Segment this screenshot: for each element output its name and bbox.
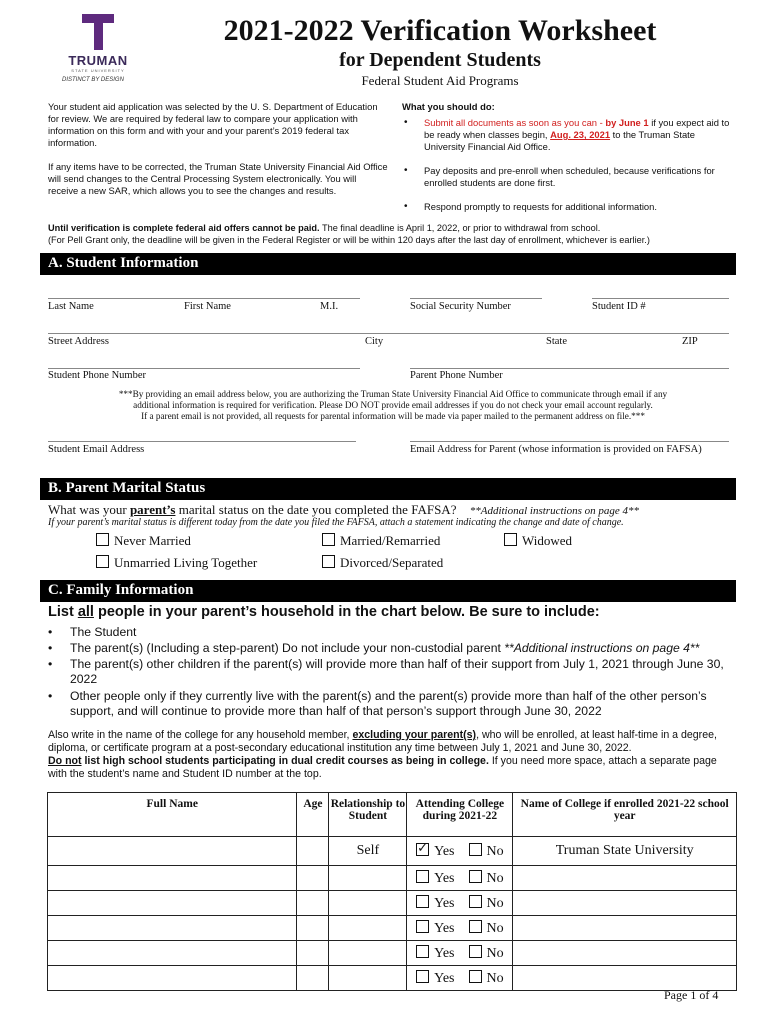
yes-label: Yes: [434, 843, 455, 859]
last-name-label: Last Name: [48, 301, 94, 312]
ssn-label: Social Security Number: [410, 301, 511, 312]
page-subtitle: for Dependent Students: [339, 49, 541, 71]
logo-tagline: DISTINCT BY DESIGN: [62, 77, 124, 83]
college-cell[interactable]: [513, 866, 737, 891]
wsd-item-1: [402, 117, 732, 153]
section-b-header: B. Parent Marital Status: [40, 478, 736, 500]
attending-cell: [407, 891, 513, 916]
wsd-item-2: • Pay deposits and pre-enroll when scheduled, because verifications for enrolled students are done first.: [402, 165, 732, 189]
attending-cell: [407, 916, 513, 941]
marital-question-b: parent’s: [129, 502, 176, 517]
college-cell[interactable]: [513, 941, 737, 966]
page-title: 2021-2022 Verification Worksheet: [223, 14, 657, 47]
option-label: Never Married: [114, 533, 191, 548]
relationship-cell[interactable]: [329, 941, 407, 966]
age-cell[interactable]: [297, 891, 329, 916]
student-email-label: Student Email Address: [48, 444, 145, 455]
relationship-cell[interactable]: [329, 866, 407, 891]
age-cell[interactable]: [297, 966, 329, 991]
no-label: No: [486, 970, 504, 986]
no-checkbox[interactable]: [469, 895, 482, 908]
no-label: No: [486, 920, 504, 936]
section-a-header: A. Student Information: [40, 253, 736, 275]
age-cell[interactable]: [297, 916, 329, 941]
no-checkbox[interactable]: [469, 920, 482, 933]
checkbox[interactable]: [96, 555, 109, 568]
include-item-4-text: Other people only if they currently live with the parent(s) and the parent(s) provide more than half of the other person’s support, and will continue to provide more than half of that person’s support through June 30, 2022: [70, 689, 707, 718]
deadline-note: [48, 222, 748, 246]
no-checkbox[interactable]: [469, 870, 482, 883]
first-name-label: First Name: [184, 301, 231, 312]
truman-logo: [58, 14, 138, 73]
college-cell[interactable]: [513, 966, 737, 991]
yes-label: Yes: [434, 970, 455, 986]
name-cell[interactable]: [48, 966, 297, 991]
college-cell[interactable]: Truman State University: [513, 837, 737, 866]
email-note-3: If a parent email is not provided, all requests for parental information will be made via paper mailed to the permanent address on file.***: [141, 411, 645, 421]
relationship-cell[interactable]: [329, 966, 407, 991]
no-label: No: [486, 895, 504, 911]
col-attending: Attending College during 2021-22: [407, 793, 513, 837]
intro-left: [48, 101, 388, 197]
col-full-name: Full Name: [48, 793, 297, 837]
mi-label: M.I.: [320, 301, 339, 312]
option-never-married[interactable]: [96, 533, 191, 549]
col-college-name: Name of College if enrolled 2021-22 school year: [513, 793, 737, 837]
intro-paragraph-2: If any items have to be corrected, the Truman State University Financial Aid Office will send changes to the Central Processing System electronically. You will receive a new SAR, which allows you to see the changes and results.: [48, 161, 388, 196]
no-label: No: [486, 945, 504, 961]
yes-checkbox[interactable]: [416, 970, 429, 983]
attending-cell: [407, 941, 513, 966]
yes-checkbox[interactable]: [416, 870, 429, 883]
state-label: State: [546, 336, 567, 347]
include-item-2: • The parent(s) (Including a step-parent) Do not include your non-custodial parent **Additional instructions on page 4**: [48, 641, 700, 655]
wsd-item-1-b: by June 1: [605, 117, 649, 128]
table-row: [48, 891, 737, 916]
table-row: [48, 866, 737, 891]
yes-checkbox[interactable]: [416, 945, 429, 958]
no-label: No: [486, 843, 504, 859]
relationship-cell[interactable]: [329, 891, 407, 916]
table-row: [48, 837, 737, 866]
col-age: Age: [297, 793, 329, 837]
yes-checkbox[interactable]: [416, 895, 429, 908]
logo-sub: STATE UNIVERSITY: [71, 68, 125, 73]
include-item-1-text: The Student: [70, 625, 137, 639]
family-list-heading: [48, 604, 600, 620]
no-checkbox[interactable]: [469, 970, 482, 983]
option-married-remarried[interactable]: [322, 533, 440, 549]
what-you-should-do: [402, 101, 732, 225]
wsd-item-1-a: Submit all documents as soon as you can -: [424, 117, 606, 128]
no-checkbox[interactable]: [469, 945, 482, 958]
page-subsubtitle: Federal Student Aid Programs: [361, 73, 519, 88]
deadline-bold: Until verification is complete federal aid offers cannot be paid.: [48, 223, 320, 233]
name-cell[interactable]: [48, 891, 297, 916]
family-table: [47, 792, 737, 991]
college-note-b: excluding your parent(s): [352, 729, 477, 741]
wsd-item-1-e: to the Truman State University Financial Aid Office.: [424, 129, 696, 152]
option-unmarried-living-together[interactable]: [96, 555, 257, 571]
zip-label: ZIP: [682, 336, 698, 347]
street-label: Street Address: [48, 336, 109, 347]
college-cell[interactable]: [513, 916, 737, 941]
table-row: [48, 916, 737, 941]
name-cell[interactable]: [48, 837, 297, 866]
marital-note: **Additional instructions on page 4**: [469, 505, 639, 517]
relationship-cell[interactable]: [329, 916, 407, 941]
parent-phone-label: Parent Phone Number: [410, 370, 503, 381]
yes-checkbox[interactable]: [416, 843, 429, 856]
page-number: Page 1 of 4: [664, 988, 719, 1002]
name-cell[interactable]: [48, 941, 297, 966]
marital-question-a: What was your: [48, 502, 130, 517]
include-item-3-text: The parent(s) other children if the parent(s) will provide more than half of their support from July 1, 2021 through June 30, 2022: [70, 657, 724, 686]
option-label: Unmarried Living Together: [114, 555, 258, 570]
attending-cell: [407, 966, 513, 991]
yes-label: Yes: [434, 945, 455, 961]
marital-italic-note: If your parent’s marital status is different today from the date you filed the FAFSA, attach a statement indicating the change and date of change.: [48, 517, 624, 528]
college-note-c: , who will be enrolled, at least half-time in a degree, diploma, or certificate program at a post-secondary educational institution any time between July 1, 2021 and June 30, 2022.: [48, 729, 717, 754]
parent-email-label: Email Address for Parent (whose information is provided on FAFSA): [410, 444, 702, 455]
checkbox[interactable]: [322, 555, 335, 568]
yes-label: Yes: [434, 920, 455, 936]
dual-credit-b: list high school students participating in dual credit courses as being in college.: [81, 755, 489, 767]
list-head-c: people in your parent’s household in the chart below. Be sure to include:: [93, 604, 600, 620]
attending-cell: [407, 837, 513, 866]
list-head-a: List: [48, 604, 78, 620]
age-cell[interactable]: [297, 941, 329, 966]
dual-credit-c: If you need more space, attach a separate page with the student’s name and Student ID number at the top.: [48, 755, 717, 780]
dual-credit-note: [48, 755, 738, 781]
deadline-rest: The final deadline is April 1, 2022, or prior to withdrawal from school.: [319, 223, 601, 233]
checkbox[interactable]: [504, 533, 517, 546]
option-label: Widowed: [522, 533, 573, 548]
logo-name: TRUMAN: [68, 53, 128, 68]
wsd-item-3: • Respond promptly to requests for additional information.: [402, 201, 732, 213]
name-cell[interactable]: [48, 916, 297, 941]
no-label: No: [486, 870, 504, 886]
city-label: City: [365, 336, 384, 347]
table-row: [48, 966, 737, 991]
email-note-1: ***By providing an email address below, you are authorizing the Truman State University Financial Aid Office to communicate through email if any: [118, 389, 668, 399]
college-cell[interactable]: [513, 891, 737, 916]
dual-credit-a: Do not: [48, 755, 82, 767]
yes-label: Yes: [434, 870, 455, 886]
wsd-item-1-c: if you expect aid to be ready when classes begin,: [424, 117, 730, 140]
student-phone-label: Student Phone Number: [48, 370, 146, 381]
email-note: [48, 389, 738, 422]
attending-cell: [407, 866, 513, 891]
relationship-cell[interactable]: Self: [329, 837, 407, 866]
col-relationship: Relationship to Student: [329, 793, 407, 837]
marital-question-c: marital status on the date you completed the FAFSA?: [175, 502, 457, 517]
college-note: [48, 729, 738, 755]
checkbox[interactable]: [96, 533, 109, 546]
option-divorced-separated[interactable]: [322, 555, 443, 571]
list-head-b: all: [77, 604, 94, 620]
option-label: Married/Remarried: [340, 533, 441, 548]
intro-paragraph-1: Your student aid application was selected by the U. S. Department of Education for review. We are required by federal law to compare your application with information on this form and with your and your parent’s 2019 federal tax information.: [48, 101, 378, 148]
no-checkbox[interactable]: [469, 843, 482, 856]
marital-question: [48, 502, 639, 518]
college-note-a: Also write in the name of the college for any household member,: [48, 729, 353, 741]
yes-checkbox[interactable]: [416, 920, 429, 933]
checkbox[interactable]: [322, 533, 335, 546]
truman-t-icon: [82, 14, 114, 50]
option-widowed[interactable]: [504, 533, 572, 549]
section-c-header: C. Family Information: [40, 580, 736, 602]
wsd-item-1-d: Aug. 23, 2021: [550, 129, 611, 140]
include-item-2-b: **Additional instructions on page 4**: [504, 641, 700, 655]
table-row: [48, 941, 737, 966]
include-item-3: • The parent(s) other children if the parent(s) will provide more than half of their support from July 1, 2021 through June 30, 2022: [48, 657, 738, 687]
option-label: Divorced/Separated: [340, 555, 444, 570]
age-cell[interactable]: [297, 866, 329, 891]
email-note-2: additional information is required for verification. Please DO NOT provide email addresses if you do not check your email account regularly.: [133, 400, 653, 410]
yes-label: Yes: [434, 895, 455, 911]
include-item-1: • The Student: [48, 625, 738, 640]
age-cell[interactable]: [297, 837, 329, 866]
name-cell[interactable]: [48, 866, 297, 891]
deadline-line2: (For Pell Grant only, the deadline will be given in the Federal Register or will be within 120 days after the last day of enrollment, whichever is earlier.): [48, 235, 650, 245]
wsd-heading: What you should do:: [402, 101, 495, 112]
student-id-label: Student ID #: [592, 301, 646, 312]
include-item-2-a: The parent(s) (Including a step-parent) Do not include your non-custodial parent: [70, 641, 505, 655]
include-item-4: • Other people only if they currently live with the parent(s) and the parent(s) provide more than half of the other person’s support, and will continue to provide more than half of that person’s support through June 30, 2022: [48, 689, 738, 719]
